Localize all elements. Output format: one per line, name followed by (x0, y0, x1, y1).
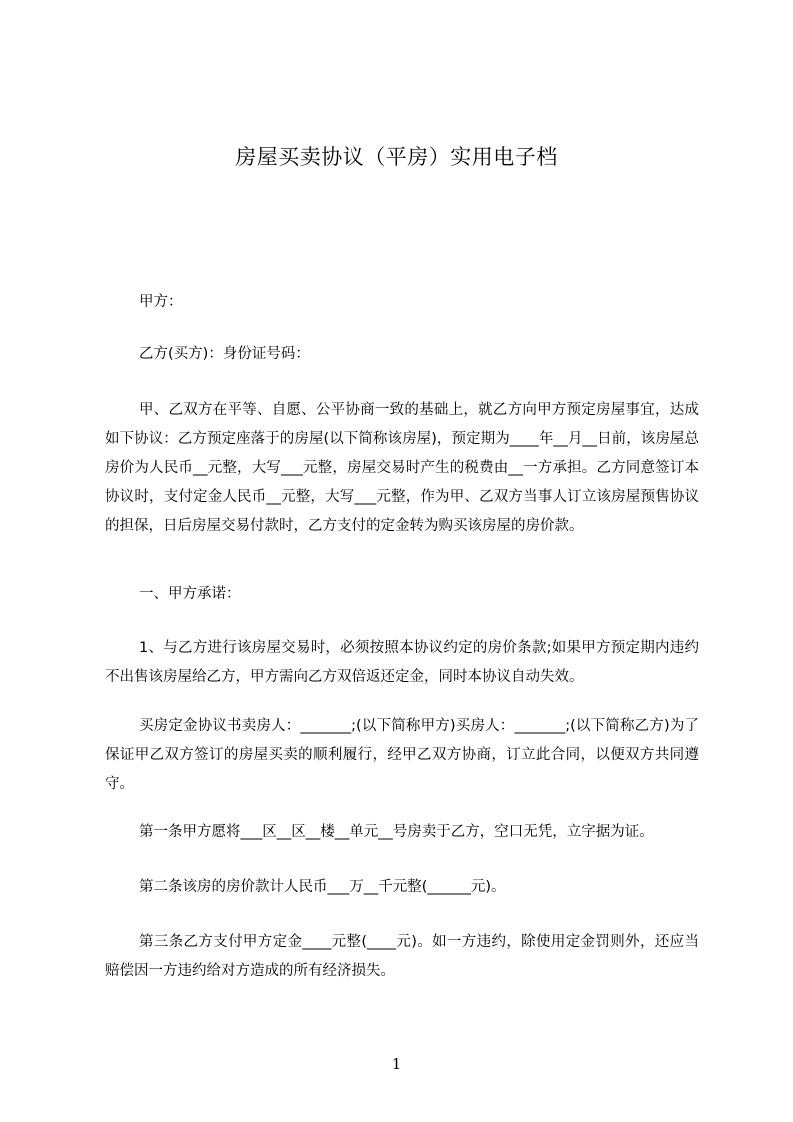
article-1-paragraph: 第一条甲方愿将___区__区__楼__单元__号房卖于乙方，空口无凭，立字据为证。 (139, 824, 654, 840)
party-a-line: 甲方： (139, 294, 183, 310)
page-number: 1 (391, 1055, 402, 1073)
article-2-paragraph: 第二条该房的房价款计人民币___万__千元整(______元)。 (139, 879, 506, 895)
article-3-paragraph: 第三条乙方支付甲方定金____元整(____元)。如一方违约，除使用定金罚则外，还应当赔偿因一方违约给对方造成的所有经济损失。 (105, 934, 699, 979)
document-title: 房屋买卖协议（平房）实用电子档 (235, 145, 558, 169)
section-heading-party-a-promise: 一、甲方承诺： (139, 586, 241, 602)
deposit-agreement-paragraph: 买房定金协议书卖房人：_______;(以下简称甲方)买房人：_______;(以下简称乙方)为了保证甲乙双方签订的房屋买卖的顺利履行，经甲乙双方协商，订立此合同，以便双方共同遵守。 (105, 718, 699, 792)
clause-1-paragraph: 1、与乙方进行该房屋交易时，必须按照本协议约定的房价条款;如果甲方预定期内违约不出售该房屋给乙方，甲方需向乙方双倍返还定金，同时本协议自动失效。 (105, 640, 699, 685)
party-b-line: 乙方(买方)：身份证号码： (139, 346, 310, 362)
agreement-intro-paragraph: 甲、乙双方在平等、自愿、公平协商一致的基础上，就乙方向甲方预定房屋事宜，达成如下协议：乙方预定座落于的房屋(以下简称该房屋)，预定期为____年__月__日前，该房屋总房价为人民币__元整，大写___元整，房屋交易时产生的税费由__一方承担。乙方同意签订本协议时，支付定金人民币__元整，大写___元整，作为甲、乙双方当事人订立该房屋预售协议的担保，日后房屋交易付款时，乙方支付的定金转为购买该房屋的房价款。 (105, 402, 699, 534)
